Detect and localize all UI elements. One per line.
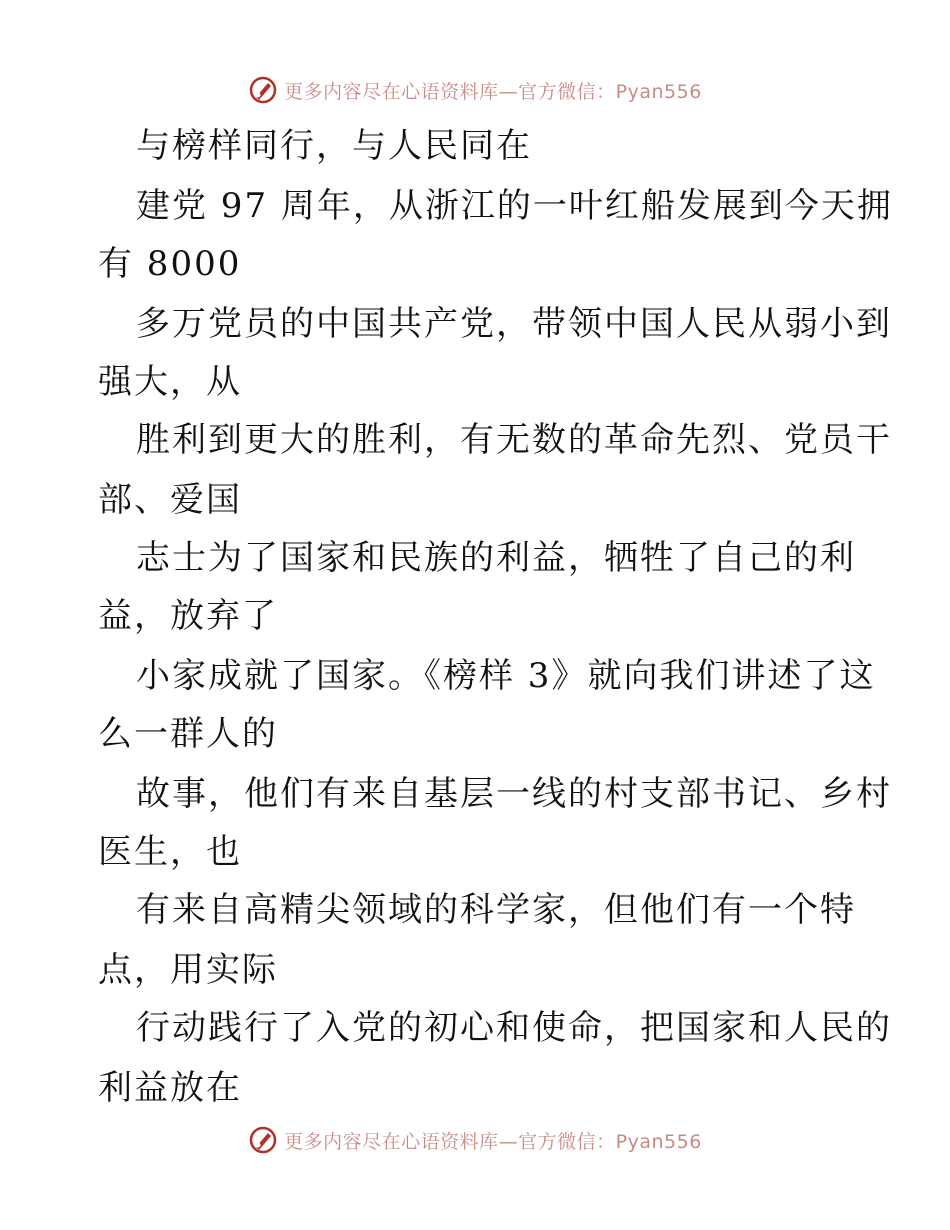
text-line: 志士为了国家和民族的利益，牺牲了自己的利 bbox=[136, 538, 856, 578]
text-line: 利益放在 bbox=[98, 1068, 242, 1108]
footer-banner bbox=[0, 1120, 950, 1160]
text-line: 么一群人的 bbox=[98, 714, 278, 754]
text-line: 有 8000 bbox=[98, 244, 242, 284]
text-line: 益，放弃了 bbox=[98, 596, 278, 636]
text-line: 与榜样同行，与人民同在 bbox=[136, 126, 532, 166]
text-line: 点，用实际 bbox=[98, 950, 278, 990]
text-line: 胜利到更大的胜利，有无数的革命先烈、党员干 bbox=[136, 420, 892, 460]
text-line: 有来自高精尖领域的科学家，但他们有一个特 bbox=[136, 890, 856, 930]
text-line: 行动践行了入党的初心和使命，把国家和人民的 bbox=[136, 1008, 892, 1048]
pen-logo-icon bbox=[248, 75, 278, 105]
text-line: 小家成就了国家。《榜样 3》就向我们讲述了这 bbox=[136, 656, 876, 696]
pen-logo-icon bbox=[248, 1125, 278, 1155]
header-banner bbox=[0, 70, 950, 110]
header-banner-text: 更多内容尽在心语资料库—官方微信：Pyan556 bbox=[284, 80, 702, 103]
text-line: 故事，他们有来自基层一线的村支部书记、乡村 bbox=[136, 774, 892, 814]
footer-banner-text: 更多内容尽在心语资料库—官方微信：Pyan556 bbox=[284, 1130, 702, 1153]
text-line: 医生，也 bbox=[98, 832, 242, 872]
text-line: 部、爱国 bbox=[98, 480, 242, 520]
text-line: 多万党员的中国共产党，带领中国人民从弱小到 bbox=[136, 304, 892, 344]
text-line: 强大，从 bbox=[98, 362, 242, 402]
text-line: 建党 97 周年，从浙江的一叶红船发展到今天拥 bbox=[136, 186, 893, 226]
